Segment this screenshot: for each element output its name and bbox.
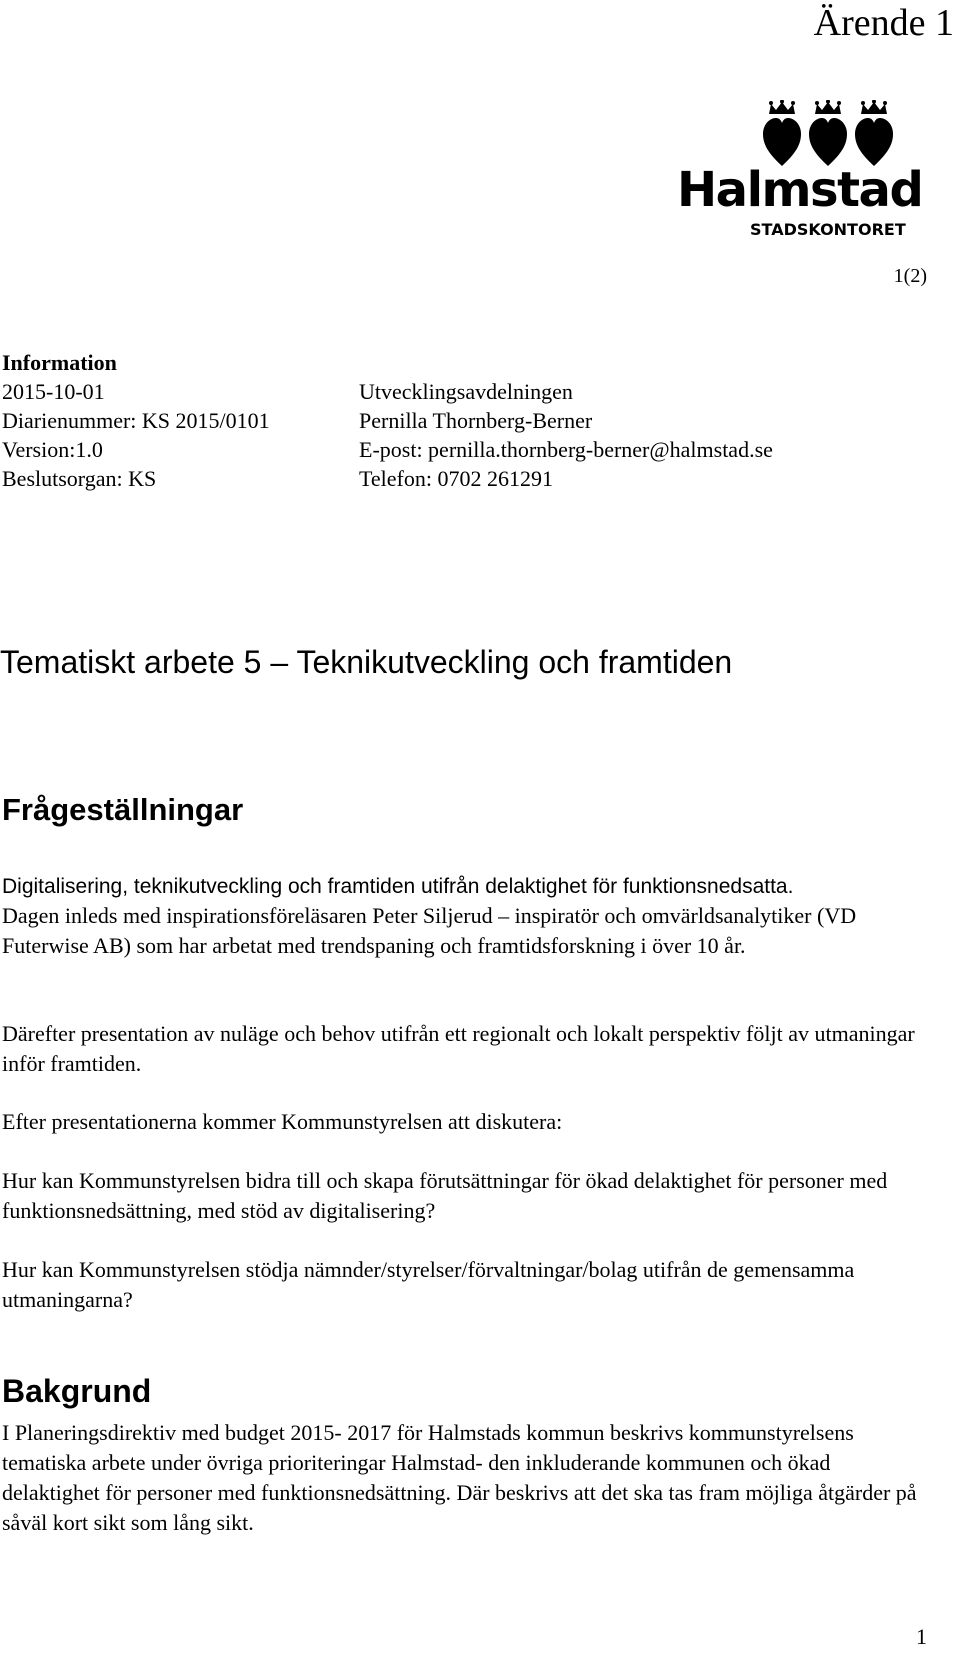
metadata-row	[2, 377, 942, 406]
metadata-decision-body: Beslutsorgan: KS	[2, 466, 157, 491]
metadata-diary-number: Diarienummer: KS 2015/0101	[2, 408, 270, 433]
background-paragraph: I Planeringsdirektiv med budget 2015- 2017 för Halmstads kommun beskrivs kommunstyrelsens tematiska arbete under övriga prioriteringar Halmstad- den inkluderande kommunen och ökad delaktighet för personer med funktionsnedsättning. Där beskrivs att det ska tas fram möjliga åtgärder på såväl kort sikt som lång sikt.	[2, 1420, 917, 1535]
metadata-email: E-post: pernilla.thornberg-berner@halmstad.se	[359, 437, 773, 462]
metadata-phone: Telefon: 0702 261291	[359, 466, 553, 491]
metadata-row	[2, 435, 942, 464]
questions-paragraph-5: Hur kan Kommunstyrelsen stödja nämnder/styrelser/förvaltningar/bolag utifrån de gemensamma utmaningarna?	[2, 1257, 855, 1312]
questions-heading: Frågeställningar	[2, 792, 244, 827]
logo-wordmark: Halmstad	[677, 162, 923, 218]
metadata-version: Version:1.0	[2, 437, 103, 462]
metadata-department: Utvecklingsavdelningen	[359, 379, 573, 404]
metadata-title: Information	[2, 350, 117, 375]
logo-subtitle: STADSKONTORET	[750, 220, 906, 239]
background-heading: Bakgrund	[2, 1373, 152, 1409]
metadata-date: 2015-10-01	[2, 379, 105, 404]
questions-paragraph-4: Hur kan Kommunstyrelsen bidra till och skapa förutsättningar för ökad delaktighet för personer med funktionsnedsättning, med stöd av digitalisering?	[2, 1168, 888, 1223]
questions-paragraph-2: Därefter presentation av nuläge och behov utifrån ett regionalt och lokalt perspektiv följt av utmaningar inför framtiden.	[2, 1021, 915, 1076]
footer-page-number: 1	[916, 1624, 927, 1649]
metadata-contact-name: Pernilla Thornberg-Berner	[359, 408, 593, 433]
arende-label: Ärende 1	[813, 2, 954, 44]
questions-paragraph-3: Efter presentationerna kommer Kommunstyrelsen att diskutera:	[2, 1109, 563, 1134]
metadata-row	[2, 406, 942, 435]
metadata-row	[2, 464, 942, 493]
halmstad-logo	[675, 100, 925, 245]
metadata-block	[2, 348, 942, 493]
questions-paragraph-1: Dagen inleds med inspirationsföreläsaren Peter Siljerud – inspiratör och omvärldsanalytiker (VD Futerwise AB) som har arbetat med trendspaning och framtidsforskning i över 10 år.	[2, 903, 857, 958]
questions-intro-line: Digitalisering, teknikutveckling och framtiden utifrån delaktighet för funktionsnedsatta.	[2, 875, 794, 898]
document-title: Tematiskt arbete 5 – Teknikutveckling och framtiden	[0, 644, 733, 680]
page-count: 1(2)	[893, 265, 927, 287]
